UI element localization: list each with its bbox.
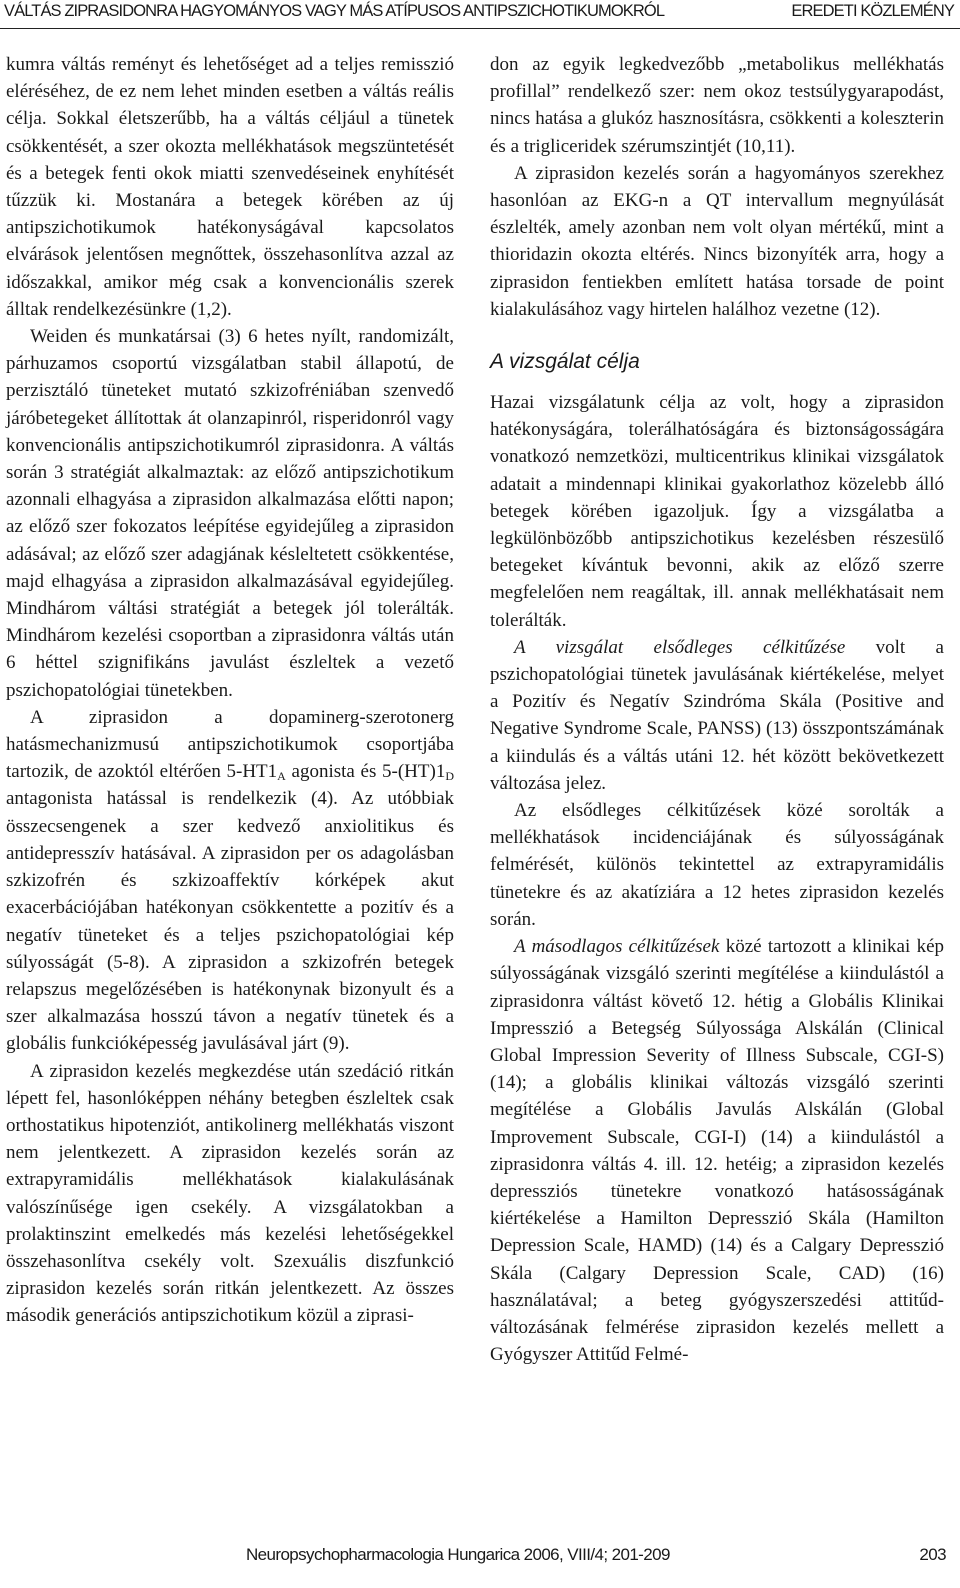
paragraph: Hazai vizsgálatunk célja az volt, hogy a ziprasidon hatékonyságára, tolerálhatóságára és biztonságosságára vonatkozó nemzetközi, multicentrikus klinikai vizsgálatok adatait a mindennapi klinikai gyakorlathoz közelebb álló betegek körében igazoljuk. Így a vizsgálatba a legkülönbözőbb antipszichotikus kezelésben részesülő betegeket kívántuk bevonni, akik az előző szerre megfelelően nem reagáltak, ill. annak mellékhatásait nem tolerálták. — [490, 392, 944, 631]
paragraph-text: közé tartozott a klinikai kép súlyosságának vizsgáló szerinti megítélése a kiindulástól a ziprasidonra váltást követő 12. hétig a Globális Klinikai Impresszió a Betegség Súlyossága Alskálán (Clinical Global Impression Severity of Illness Subscale, CGI-S) (14); a globális klinikai változás vizsgáló szerinti megítélése a Globális Javulás Alskálán (Global Improvement Subscale, CGI-I) (14) a kiindulástól a ziprasidonra váltás 4. ill. 12. hetéig; a ziprasidon kezelés depressziós tünetekre vonatkozó hatásosságának kiértékelése a Hamilton Depresszió Skála (Hamilton Depression Scale, HAMD) (14) és a Calgary Depresszió Skála (Calgary Depression Scale, CAD) (16) használatával; a beteg gyógyszerszedési attitűd-változásának felmérése ziprasidon kezelés mellett a Gyógyszer Attitűd Felmé- — [490, 936, 944, 1366]
paragraph — [6, 704, 454, 1058]
running-header — [0, 0, 960, 29]
paragraph: A ziprasidon kezelés megkezdése után szedáció ritkán lépett fel, hasonlóképpen néhány betegben észleltek csak orthostatikus hipotenziót, antikolinerg mellékhatás viszont nem jelentkezett. A ziprasidon kezelés során az extrapyramidális mellékhatások kialakulásának valószínűsége igen csekély. A vizsgálatokban a prolaktinszint emelkedés más kezelési lehetőségekkel összehasonlítva csekély volt. Szexuális diszfunkció ziprasidon kezelés során ritkán jelentkezett. Az összes második generációs antipszichotikum közül a ziprasi- — [6, 1060, 454, 1327]
paragraph-text: agonista és 5-(HT)1 — [285, 761, 446, 783]
left-column — [6, 51, 454, 1330]
paragraph-text: antagonista hatással is rendelkezik (4). Az utóbbiak összecsengenek a szer kedvező anxiolitikus és antidepresszív hatásával. A ziprasidon per os adagolásban szkizofrén és szkizoaffektív kórképek akut exacerbációjában hatékonyan csökkentette a pozitív és a negatív tüneteket és a teljes pszichopatológiai kép súlyosságát (5-8). A ziprasidon a szkizofrén betegek relapszus megelőzésében is hatékonynak bizonyult és a szer alkalmazása hosszú távon a negatív tünetek és a globális funkcióképesség javulásával járt (9). — [6, 788, 454, 1055]
paragraph — [490, 933, 944, 1368]
running-title: VÁLTÁS ZIPRASIDONRA HAGYOMÁNYOS VAGY MÁS ATÍPUSOS ANTIPSZICHOTIKUMOKRÓL — [4, 2, 665, 20]
emphasis: A másodlagos célkitűzések — [514, 936, 720, 958]
paragraph: don az egyik legkedvezőbb „metabolikus mellékhatás profillal” rendelkező szer: nem okoz testsúlygyarapodást, nincs hatása a glukóz hasznosításra, csökkenti a koleszterin és a trigliceridek szérumszintjét (10,11). — [490, 54, 944, 157]
paragraph-text: A ziprasidon a dopaminerg-szerotonerg hatásmechanizmusú antipszichotikumok csoportjába tartozik, de azoktól eltérően 5-HT1 — [6, 706, 454, 783]
paragraph: A ziprasidon kezelés során a hagyományos szerekhez hasonlóan az EKG-n a QT intervallum megnyúlását észlelték, amely azonban nem volt olyan mértékű, mint a thioridazin okozta eltérés. Nincs bizonyíték arra, hogy a ziprasidon fentiekben említett hatása torsade de point kialakulásához vagy hirtelen halálhoz vezetne (12). — [490, 162, 944, 320]
paragraph: Az elsődleges célkitűzések közé sorolták a mellékhatások incidenciájának és súlyosságának felmérését, különös tekintettel az extrapyramidális tünetekre és az akatíziára a 12 hetes ziprasidon kezelés során. — [490, 800, 944, 930]
subscript: A — [277, 769, 286, 784]
emphasis: A vizsgálat elsődleges célkitűzése — [514, 636, 846, 658]
paragraph-text: volt a pszichopatológiai tünetek javulásának kiértékelése, melyet a Pozitív és Negatív Szindróma Skála (Positive and Negative Syndrome Scale, PANSS) (13) összpontszámának a kiindulás és a váltás utáni 12. hét között bekövetkezett változása jelez. — [490, 636, 944, 794]
page-number: 203 — [919, 1545, 946, 1564]
paragraph: Weiden és munkatársai (3) 6 hetes nyílt, randomizált, párhuzamos csoportú vizsgálatban stabil állapotú, de perzisztáló tüneteket mutató szkizofréniában szenvedő járóbetegeket állítottak át olanzapinról, risperidonról vagy konvencionális antipszichotikumról ziprasidonra. A váltás során 3 stratégiát alkalmaztak: az előző antipszichotikum azonnali elhagyása a ziprasidon alkalmazása előtti napon; az előző szer fokozatos leépítése egyidejűleg a ziprasidon adásával; az előző szer adagjának késleltetett csökkentése, majd elhagyása a ziprasidon alkalmazásával egyidejűleg. Mindhárom váltási stratégiát a betegek jól tolerálták. Mindhárom kezelési csoportban a ziprasidonra váltás után 6 héttel szignifikáns javulást észleltek a vezető pszichopatológiai tünetekben. — [6, 326, 454, 701]
paragraph: kumra váltás reményt és lehetőséget ad a teljes remisszió eléréséhez, de ez nem lehet minden esetben a váltás reális célja. Sokkal életszerűbb, ha a váltás céljául a tünetek csökkentését, a szer okozta mellékhatások megszüntetését és a betegek fenti okok miatti szenvedéseinek enyhítését tűzzük ki. Mostanára a betegek körében az új antipszichotikumok hatékonyságával kapcsolatos elvárások jelentősen megnőttek, összehasonlítva azzal az időszakkal, amikor még csak a konvencionális szerek álltak rendelkezésünkre (1,2). — [6, 54, 454, 320]
section-label: EREDETI KÖZLEMÉNY — [791, 2, 954, 20]
right-column — [490, 51, 944, 1368]
section-heading: A vizsgálat célja — [490, 350, 640, 374]
journal-citation: Neuropsychopharmacologia Hungarica 2006, VIII/4; 201-209 — [246, 1545, 670, 1564]
paragraph — [490, 634, 944, 797]
subscript: D — [445, 769, 454, 784]
